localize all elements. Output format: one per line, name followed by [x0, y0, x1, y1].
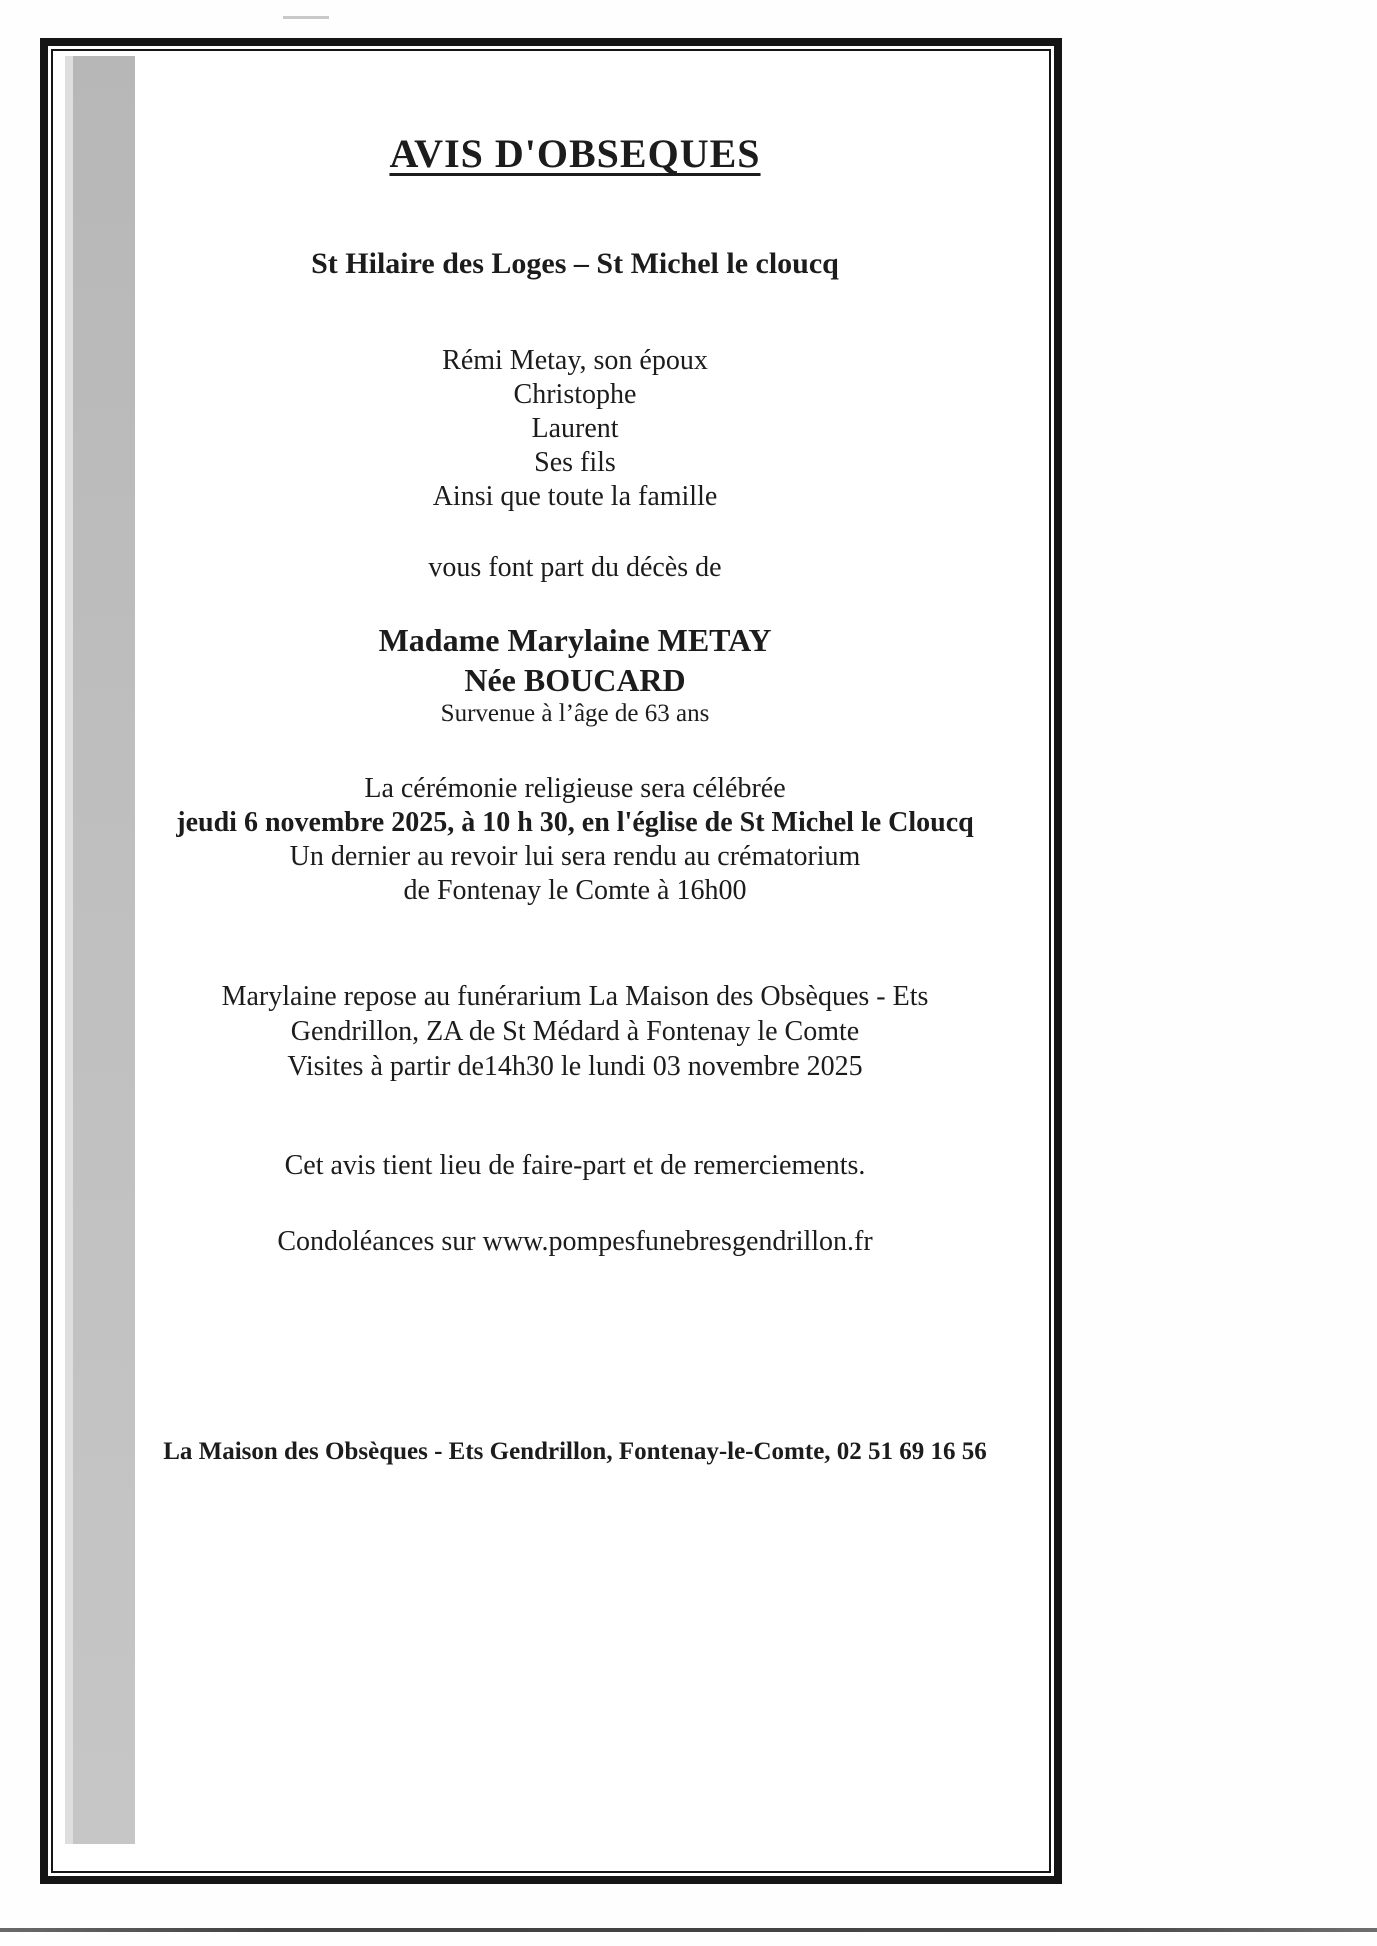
faire-part-line: Cet avis tient lieu de faire-part et de remerciements.	[284, 1150, 866, 1181]
family-line: Laurent	[531, 413, 619, 444]
repose-line: Visites à partir de14h30 le lundi 03 novembre 2025	[287, 1051, 863, 1082]
deceased-name: Madame Marylaine METAY	[378, 622, 772, 658]
repose-details	[100, 979, 1050, 1084]
repose-line: Marylaine repose au funérarium La Maison des Obsèques - Ets	[221, 981, 929, 1012]
location-line: St Hilaire des Loges – St Michel le cloucq	[311, 247, 839, 280]
family-lines	[100, 344, 1050, 514]
ceremony-line: Un dernier au revoir lui sera rendu au crématorium	[289, 841, 861, 872]
scan-shadow-strip-light	[65, 56, 73, 1844]
ceremony-line: La cérémonie religieuse sera célébrée	[364, 773, 786, 804]
announcement-line: vous font part du décès de	[428, 552, 722, 583]
ceremony-date-line: jeudi 6 novembre 2025, à 10 h 30, en l'église de St Michel le Cloucq	[176, 807, 974, 838]
ceremony-line: de Fontenay le Comte à 16h00	[403, 875, 747, 906]
maiden-name: Née BOUCARD	[464, 662, 686, 698]
condolences-line: Condoléances sur www.pompesfunebresgendrillon.fr	[277, 1226, 873, 1257]
age-line: Survenue à l’âge de 63 ans	[440, 700, 710, 727]
repose-line: Gendrillon, ZA de St Médard à Fontenay le Comte	[290, 1016, 860, 1047]
ceremony-details	[100, 772, 1050, 908]
notice-content	[100, 0, 1050, 1946]
scan-artifact-bottom	[0, 1928, 1377, 1932]
notice-title: AVIS D'OBSEQUES	[389, 131, 761, 176]
family-line: Rémi Metay, son époux	[442, 345, 708, 376]
funeral-home-footer: La Maison des Obsèques - Ets Gendrillon, Fontenay-le-Comte, 02 51 69 16 56	[163, 1438, 987, 1465]
family-line: Ainsi que toute la famille	[432, 481, 718, 512]
family-line: Christophe	[513, 379, 637, 410]
family-line: Ses fils	[534, 447, 616, 478]
